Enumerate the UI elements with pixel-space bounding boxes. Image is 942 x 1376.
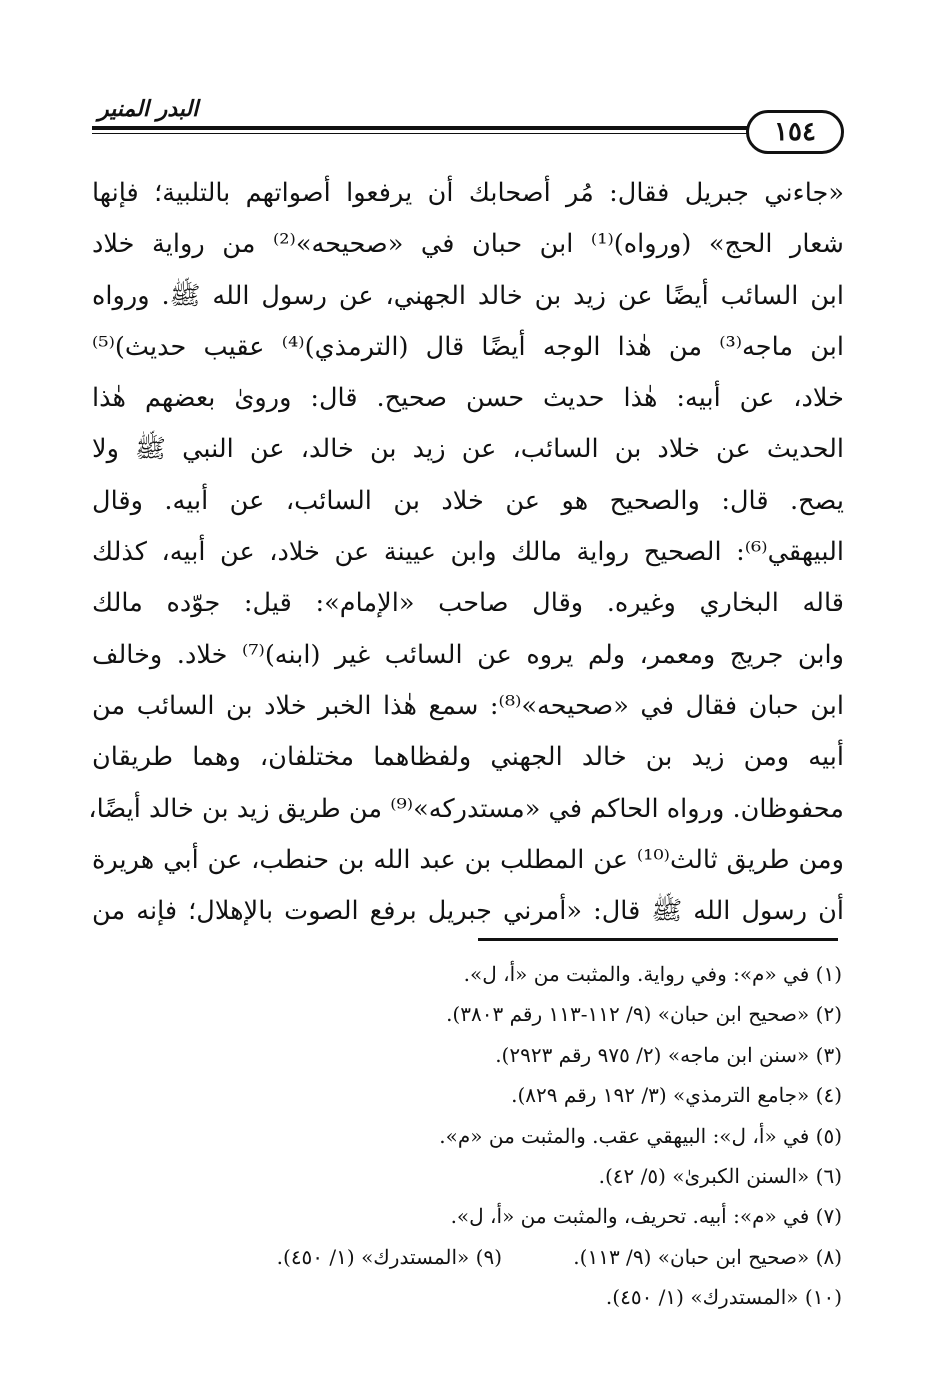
body-line: قاله البخاري وغيره. وقال صاحب «الإمام»: قيل: جوّده مالك <box>92 588 844 619</box>
footnote-4: (٤) «جامع الترمذي» (٣/ ١٩٢ رقم ٨٢٩). <box>511 1083 842 1108</box>
footnotes-list <box>92 954 842 1318</box>
footnote-2: (٢) «صحيح ابن حبان» (٩/ ١١٢-١١٣ رقم ٣٨٠٣). <box>446 1002 842 1027</box>
body-line: أبيه ومن زيد بن خالد الجهني ولفظاهما مختلفان، وهما طريقان <box>92 742 844 773</box>
body-text <box>88 168 845 937</box>
footnote-divider <box>478 938 838 941</box>
footnote-row-8-9 <box>92 1237 842 1277</box>
body-line: الحديث عن خلاد بن السائب، عن زيد بن خالد، عن النبي ﷺ ولا <box>92 434 844 465</box>
body-line: يصح. قال: والصحيح هو عن خلاد بن السائب، عن أبيه. وقال <box>92 485 844 516</box>
body-line: أن رسول الله ﷺ قال: «أمرني جبريل برفع الصوت بالإهلال؛ فإنه من <box>92 896 844 927</box>
page-number: ١٥٤ <box>746 110 844 154</box>
footnote-6: (٦) «السنن الكبرىٰ» (٥/ ٤٢). <box>598 1164 842 1189</box>
footnote-10: (١٠) «المستدرك» (١/ ٤٥٠). <box>605 1285 842 1310</box>
body-line: «جاءني جبريل فقال: مُر أصحابك أن يرفعوا أصواتهم بالتلبية؛ فإنها <box>92 178 844 208</box>
footnote-1: (١) في «م»: وفي رواية. والمثبت من «أ، ل». <box>463 962 842 986</box>
body-line: محفوظان. ورواه الحاكم في «مستدركه»⁽⁹⁾ من طريق زيد بن خالد أيضًا، <box>88 793 844 824</box>
body-line: ومن طريق ثالث⁽¹⁰⁾ عن المطلب بن عبد الله بن حنطب، عن أبي هريرة <box>92 844 845 875</box>
body-line: شعار الحج» (ورواه)⁽¹⁾ ابن حبان في «صحيحه»⁽²⁾ من رواية خلاد <box>92 229 844 260</box>
body-line: خلاد، عن أبيه: هٰذا حديث حسن صحيح. قال: وروىٰ بعضهم هٰذا <box>92 383 844 414</box>
footnote-5: (٥) في «أ، ل»: البيهقي عقب. والمثبت من «م». <box>439 1123 842 1148</box>
header-rule-thick <box>92 126 756 130</box>
body-line: ابن حبان فقال في «صحيحه»⁽⁸⁾: سمع هٰذا الخبر خلاد بن السائب من <box>92 690 844 721</box>
running-title: البدر المنير <box>98 96 199 122</box>
header-rule-thin <box>92 133 756 134</box>
page-header <box>92 96 844 156</box>
body-line: ابن السائب أيضًا عن زيد بن خالد الجهني، عن رسول الله ﷺ. ورواه <box>92 280 844 311</box>
body-line: ابن ماجه⁽³⁾ من هٰذا الوجه أيضًا قال (الترمذي)⁽⁴⁾ عقيب حديث)⁽⁵⁾ <box>92 331 844 362</box>
footnote-9: (٩) «المستدرك» (١/ ٤٥٠). <box>276 1244 502 1269</box>
footnote-7: (٧) في «م»: أبيه. تحريف، والمثبت من «أ، ل». <box>450 1204 842 1229</box>
footnote-8: (٨) «صحيح ابن حبان» (٩/ ١١٣). <box>573 1244 842 1269</box>
footnote-3: (٣) «سنن ابن ماجه» (٢/ ٩٧٥ رقم ٢٩٢٣). <box>495 1042 842 1067</box>
body-line: البيهقي⁽⁶⁾: الصحيح رواية مالك وابن عيينة عن خلاد، عن أبيه، كذلك <box>92 537 844 568</box>
body-line: وابن جريج ومعمر، ولم يروه عن السائب غير (ابنه)⁽⁷⁾ خلاد. وخالف <box>92 639 845 670</box>
